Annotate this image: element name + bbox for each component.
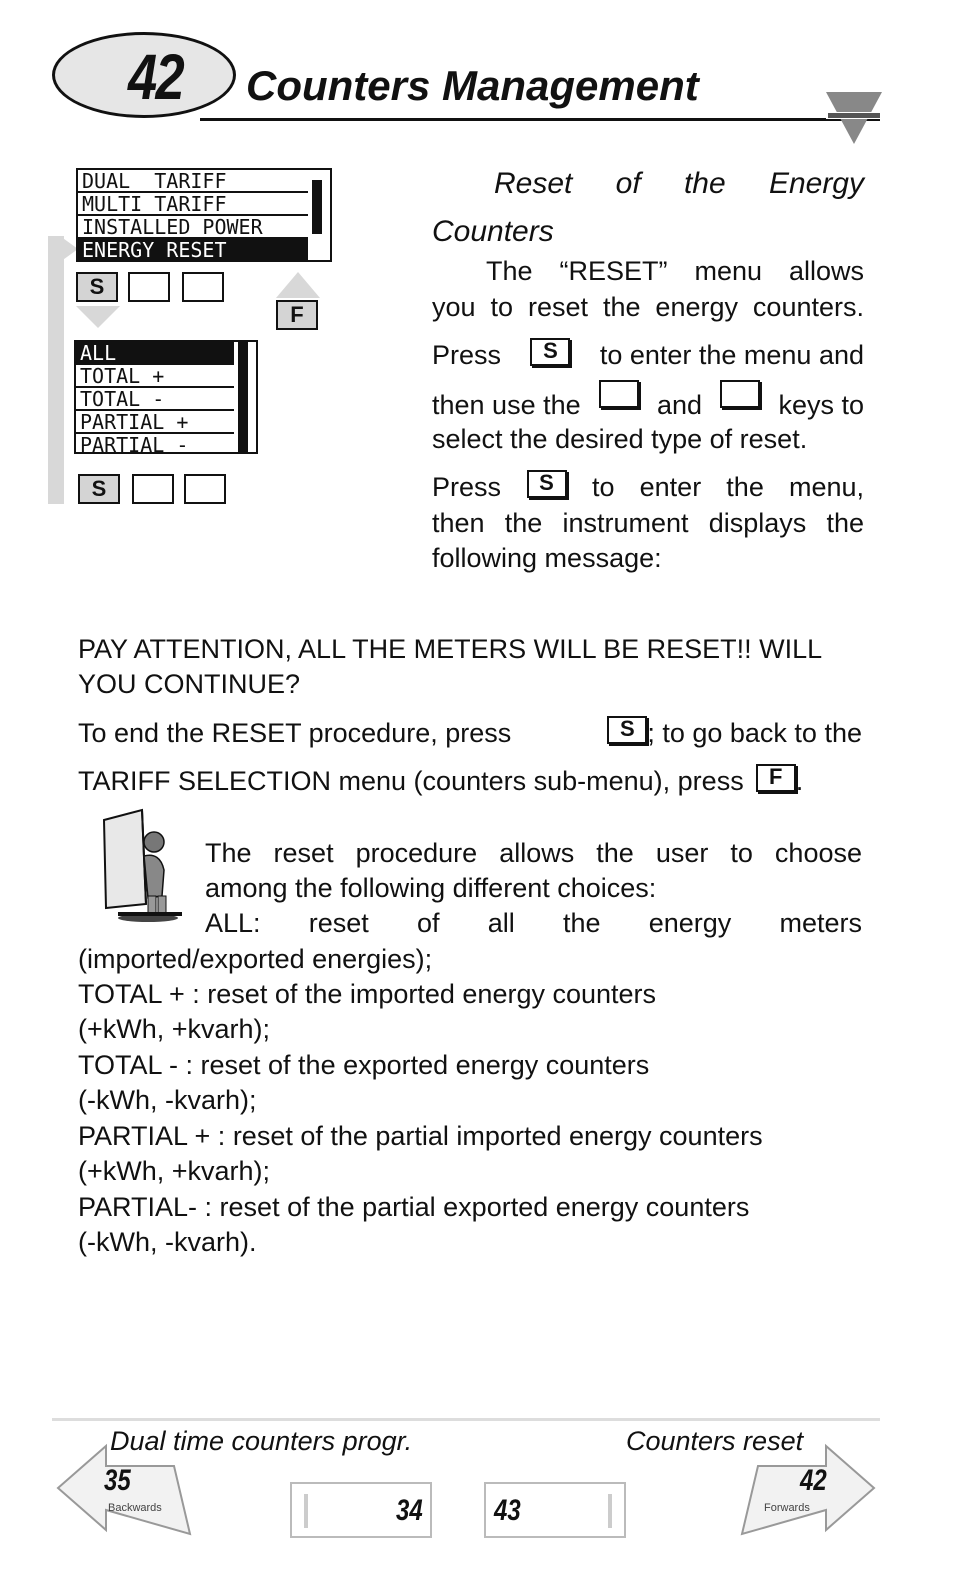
lcd-menu-tariff [76, 168, 332, 262]
press1-text-a: Press [432, 340, 502, 370]
end-text-c: TARIFF SELECTION menu (counters sub-menu), press [78, 766, 744, 796]
menu-item: PARTIAL - [80, 433, 189, 457]
para1-line1: The “RESET” menu allows [486, 256, 864, 286]
para1-line2: you to reset the energy counters. [432, 292, 864, 322]
brand-logo-icon [826, 92, 882, 144]
choice-total-minus-line1: TOTAL - : reset of the exported energy counters [78, 1050, 650, 1080]
forward-word: Forwards [764, 1502, 810, 1514]
press2-line [432, 470, 864, 505]
page-number: 42 [128, 41, 184, 113]
select-line: select the desired type of reset. [432, 424, 808, 454]
down-key [182, 272, 224, 302]
page-title: Counters Management [246, 62, 699, 109]
section-title-line1: Reset of the Energy [494, 167, 864, 200]
choice-total-minus-line2: (-kWh, -kvarh); [78, 1085, 257, 1115]
page-box-bar [608, 1494, 612, 1528]
press1-text-b: to enter the menu and [599, 340, 864, 370]
current-page: 34 [396, 1494, 423, 1527]
choice-all-line2: (imported/exported energies); [78, 944, 433, 974]
choice-partial-minus-line2: (-kWh, -kvarh). [78, 1227, 257, 1257]
then-line [432, 386, 864, 423]
choice-partial-minus-line1: PARTIAL- : reset of the partial exported energy counters [78, 1192, 750, 1222]
lcd-menu-reset [74, 340, 258, 457]
menu-item-selected: ENERGY RESET [78, 239, 308, 262]
menu-item: TOTAL + [76, 365, 234, 388]
scrollbar [238, 342, 248, 452]
s-key: S [78, 474, 120, 504]
choices-intro-line2: among the following different choices: [205, 873, 657, 903]
s-key-inline: S [607, 716, 647, 744]
arrow-down-icon [76, 306, 120, 328]
back-label: Dual time counters progr. [110, 1426, 413, 1456]
choice-partial-plus-line2: (+kWh, +kvarh); [78, 1156, 271, 1186]
current-page-box[interactable] [290, 1482, 432, 1538]
then-text-b: and [657, 390, 703, 420]
arrow-up-icon [276, 272, 320, 298]
end-line1 [78, 716, 862, 751]
up-key-inline [599, 380, 639, 408]
f-key-inline: F [756, 764, 796, 792]
diagram [40, 160, 350, 520]
menu-item: DUAL TARIFF [78, 170, 308, 193]
menu-item-selected: ALL [76, 342, 234, 365]
back-word: Backwards [108, 1502, 162, 1514]
press2-text-b: to enter the menu, [592, 472, 864, 502]
s-key-inline: S [530, 338, 570, 366]
end-text-d: . [795, 766, 804, 796]
page-box-bar [304, 1494, 308, 1528]
choices-intro-line1: The reset procedure allows the user to choose [205, 838, 862, 868]
scrollbar [312, 180, 322, 234]
press2-line3: following message: [432, 543, 662, 573]
down-key [184, 474, 226, 504]
header-rule [200, 118, 880, 121]
choice-partial-plus-line1: PARTIAL + : reset of the partial imported energy counters [78, 1121, 763, 1151]
end-text-b: ; to go back to the [647, 718, 862, 748]
warning-line1: PAY ATTENTION, ALL THE METERS WILL BE RESET!! WILL [78, 634, 823, 664]
down-key-inline [720, 380, 760, 408]
press2-text-a: Press [432, 472, 502, 502]
press1-line [432, 338, 864, 373]
menu-item: MULTI TARIFF [78, 193, 308, 216]
end-line2 [78, 764, 803, 799]
menu-item: TOTAL - [76, 388, 234, 411]
choice-total-plus-line1: TOTAL + : reset of the imported energy counters [78, 979, 657, 1009]
then-text-a: then use the [432, 390, 581, 420]
bracket-line [48, 236, 64, 504]
forward-page-number: 42 [800, 1464, 827, 1497]
menu-item: INSTALLED POWER [78, 216, 308, 239]
then-text-c: keys to [778, 390, 864, 420]
choice-total-plus-line2: (+kWh, +kvarh); [78, 1014, 271, 1044]
back-page-number: 35 [104, 1464, 131, 1497]
warning-line2: YOU CONTINUE? [78, 669, 301, 699]
s-key: S [76, 272, 118, 302]
menu-item: PARTIAL + [76, 411, 234, 434]
end-text-a: To end the RESET procedure, press [78, 718, 512, 748]
up-key [128, 272, 170, 302]
total-pages-box[interactable] [484, 1482, 626, 1538]
total-pages: 43 [494, 1494, 521, 1527]
press2-line2: then the instrument displays the [432, 508, 864, 538]
f-key: F [276, 300, 318, 330]
footer-rule [52, 1418, 880, 1421]
up-key [132, 474, 174, 504]
forward-label: Counters reset [626, 1426, 804, 1456]
reading-man-icon [98, 808, 186, 924]
choice-all-line1: ALL: reset of all the energy meters [205, 908, 862, 938]
s-key-inline: S [527, 470, 567, 498]
section-title-line2: Counters [432, 215, 554, 248]
